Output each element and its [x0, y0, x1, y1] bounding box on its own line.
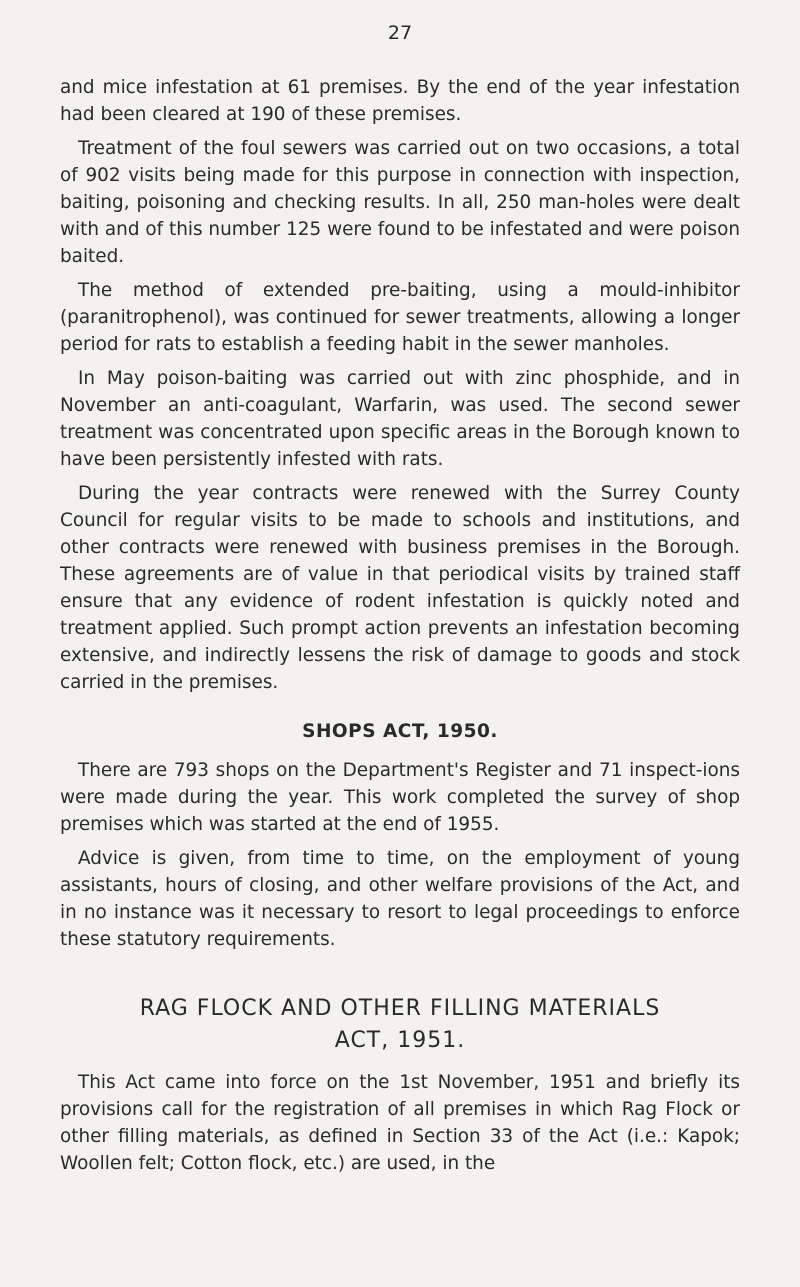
paragraph: Treatment of the foul sewers was carried out on two occasions, a total of 902 visits being made for this purpose in connection with inspection, baiting, poisoning and checking results. In all, 250 man-holes were dealt with and of this number 125 were found to be infestated and were poison baited.	[60, 138, 740, 267]
section-heading-rag-flock-act	[60, 993, 740, 1057]
paragraph: In May poison-baiting was carried out with zinc phosphide, and in November an anti-coagulant, Warfarin, was used. The second sewer treatment was concentrated upon specific areas in the Borough known to have been persistently infested with rats.	[60, 368, 740, 470]
paragraph: and mice infestation at 61 premises. By the end of the year infestation had been cleared at 190 of these premises.	[60, 77, 740, 125]
paragraph: During the year contracts were renewed with the Surrey County Council for regular visits to be made to schools and institutions, and other contracts were renewed with business premises in the Borough. These agreements are of value in that periodical visits by trained staff ensure that any evidence of rodent infestation is quickly noted and treatment applied. Such prompt action prevents an infestation becoming extensive, and indirectly lessens the risk of damage to goods and stock carried in the premises.	[60, 483, 740, 693]
heading-line: RAG FLOCK AND OTHER FILLING MATERIALS	[139, 996, 661, 1021]
section-heading-shops-act: SHOPS ACT, 1950.	[302, 721, 498, 742]
heading-line: ACT, 1951.	[334, 1028, 466, 1053]
paragraph: There are 793 shops on the Department's Register and 71 inspect-ions were made during the year. This work completed the survey of shop premises which was started at the end of 1955.	[60, 760, 740, 835]
paragraph: This Act came into force on the 1st November, 1951 and briefly its provisions call for the registration of all premises in which Rag Flock or other filling materials, as defined in Section 33 of the Act (i.e.: Kapok; Woollen felt; Cotton flock, etc.) are used, in the	[60, 1072, 740, 1174]
page-body	[60, 74, 740, 1184]
page-number: 27	[387, 22, 413, 44]
paragraph: The method of extended pre-baiting, using a mould-inhibitor (paranitrophenol), was continued for sewer treatments, allowing a longer period for rats to establish a feeding habit in the sewer manholes.	[60, 280, 740, 355]
paragraph: Advice is given, from time to time, on the employment of young assistants, hours of closing, and other welfare provisions of the Act, and in no instance was it necessary to resort to legal proceedings to enforce these statutory requirements.	[60, 848, 740, 950]
